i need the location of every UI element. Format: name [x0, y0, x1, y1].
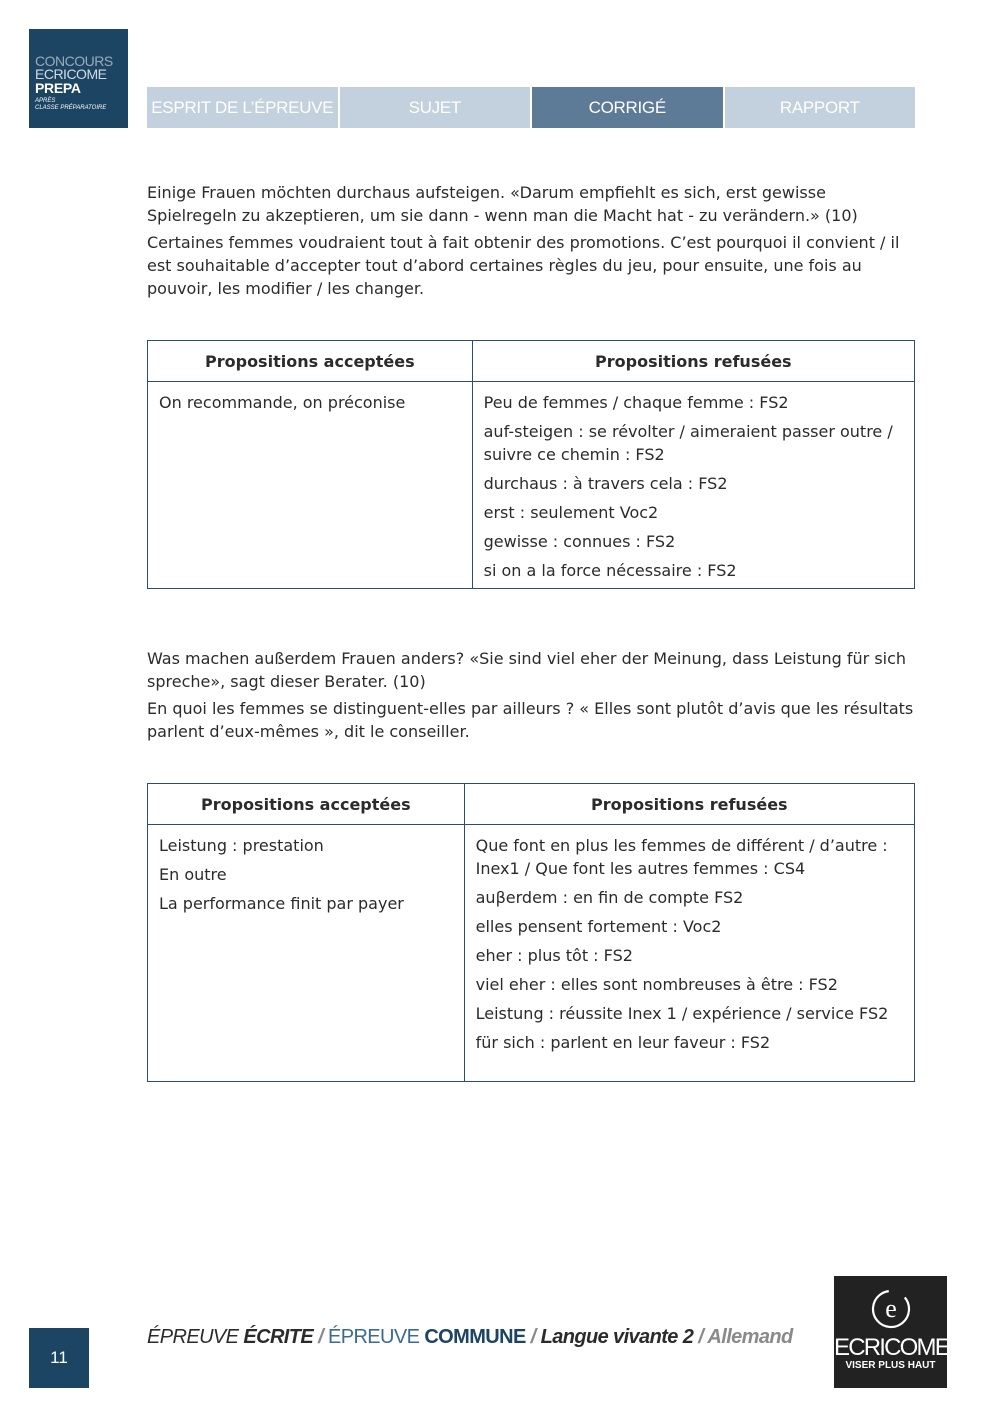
footer-langue: Langue vivante 2 [540, 1326, 694, 1348]
section-2-french: En quoi les femmes se distinguent-elles par ailleurs ? « Elles sont plutôt d’avis que les résultats parlent d’eux-mêmes », dit le conseiller. [147, 699, 914, 741]
header-refused: Propositions refusées [472, 341, 914, 382]
header-refused: Propositions refusées [464, 784, 914, 825]
refused-item: elles pensent fortement : Voc2 [475, 917, 722, 936]
refused-cell [464, 825, 914, 1082]
footer-exam-title [147, 1326, 793, 1349]
accepted-cell [148, 382, 473, 589]
refused-item: auf-steigen : se révolter / aimeraient passer outre / suivre ce chemin : FS2 [483, 422, 893, 464]
footer-epreuve-2: ÉPREUVE [327, 1326, 420, 1348]
footer-allemand: Allemand [707, 1326, 793, 1348]
ecricome-logo [834, 1276, 947, 1388]
refused-item: si on a la force nécessaire : FS2 [483, 561, 737, 580]
footer-epreuve: ÉPREUVE [147, 1326, 239, 1348]
accepted-cell [148, 825, 465, 1082]
logo-line-ecricome: ECRICOME [35, 66, 107, 82]
propositions-table-1 [147, 340, 915, 589]
accepted-item: On recommande, on préconise [159, 393, 406, 412]
logo-line-apres: APRÈS [35, 98, 56, 104]
logo-line-prepa: PREPA [35, 80, 81, 96]
header-accepted: Propositions acceptées [148, 784, 465, 825]
footer-ecrite: ÉCRITE [243, 1326, 314, 1348]
section-2 [147, 647, 915, 747]
footer-separator: / [313, 1326, 328, 1348]
ecricome-emblem-icon [870, 1288, 912, 1330]
concours-logo [29, 29, 128, 128]
refused-item: Leistung : réussite Inex 1 / expérience / service FS2 [475, 1004, 889, 1023]
tab-esprit[interactable]: ESPRIT DE L’ÉPREUVE [147, 87, 340, 128]
logo-line-classe: CLASSE PRÉPARATOIRE [35, 105, 107, 111]
accepted-item: Leistung : prestation [159, 836, 324, 855]
brand-tagline: VISER PLUS HAUT [845, 1360, 936, 1371]
brand-name: ECRICOME [834, 1334, 949, 1361]
refused-item: Que font en plus les femmes de différent / d’autre : Inex1 / Que font les autres femmes : CS4 [475, 836, 888, 878]
propositions-table-2 [147, 783, 915, 1082]
refused-item: viel eher : elles sont nombreuses à être : FS2 [475, 975, 838, 994]
tab-corrige[interactable]: CORRIGÉ [532, 87, 725, 128]
accepted-item: En outre [159, 865, 227, 884]
section-1-german: Einige Frauen möchten durchaus aufsteigen. «Darum empfiehlt es sich, erst gewisse Spielregeln zu akzeptieren, um sie dann - wenn man die Macht hat - zu verändern.» (10) [147, 183, 858, 225]
header-accepted: Propositions acceptées [148, 341, 473, 382]
accepted-item: La performance finit par payer [159, 894, 404, 913]
tab-sujet[interactable]: SUJET [340, 87, 533, 128]
refused-item: eher : plus tôt : FS2 [475, 946, 633, 965]
refused-item: Peu de femmes / chaque femme : FS2 [483, 393, 789, 412]
footer-separator: / [525, 1326, 541, 1348]
refused-item: erst : seulement Voc2 [483, 503, 659, 522]
section-2-german: Was machen außerdem Frauen anders? «Sie sind viel eher der Meinung, dass Leistung für sich spreche», sagt dieser Berater. (10) [147, 649, 907, 691]
refused-item: gewisse : connues : FS2 [483, 532, 676, 551]
footer-commune: COMMUNE [424, 1326, 526, 1348]
logo-line-concours: CONCOURS [35, 53, 113, 69]
refused-item: durchaus : à travers cela : FS2 [483, 474, 728, 493]
tab-rapport[interactable]: RAPPORT [725, 87, 916, 128]
svg-text:e: e [885, 1294, 897, 1323]
section-1-french: Certaines femmes voudraient tout à fait obtenir des promotions. C’est pourquoi il convient / il est souhaitable d’accepter tout d’abord certaines règles du jeu, pour ensuite, une fois au pouvoir, les modifier / les changer. [147, 233, 900, 298]
refused-item: für sich : parlent en leur faveur : FS2 [475, 1033, 771, 1052]
section-1 [147, 181, 915, 304]
refused-item: auβerdem : en fin de compte FS2 [475, 888, 744, 907]
section-tabs [147, 87, 915, 128]
footer-separator: / [693, 1326, 708, 1348]
refused-cell [472, 382, 914, 589]
page-number: 11 [29, 1328, 89, 1388]
